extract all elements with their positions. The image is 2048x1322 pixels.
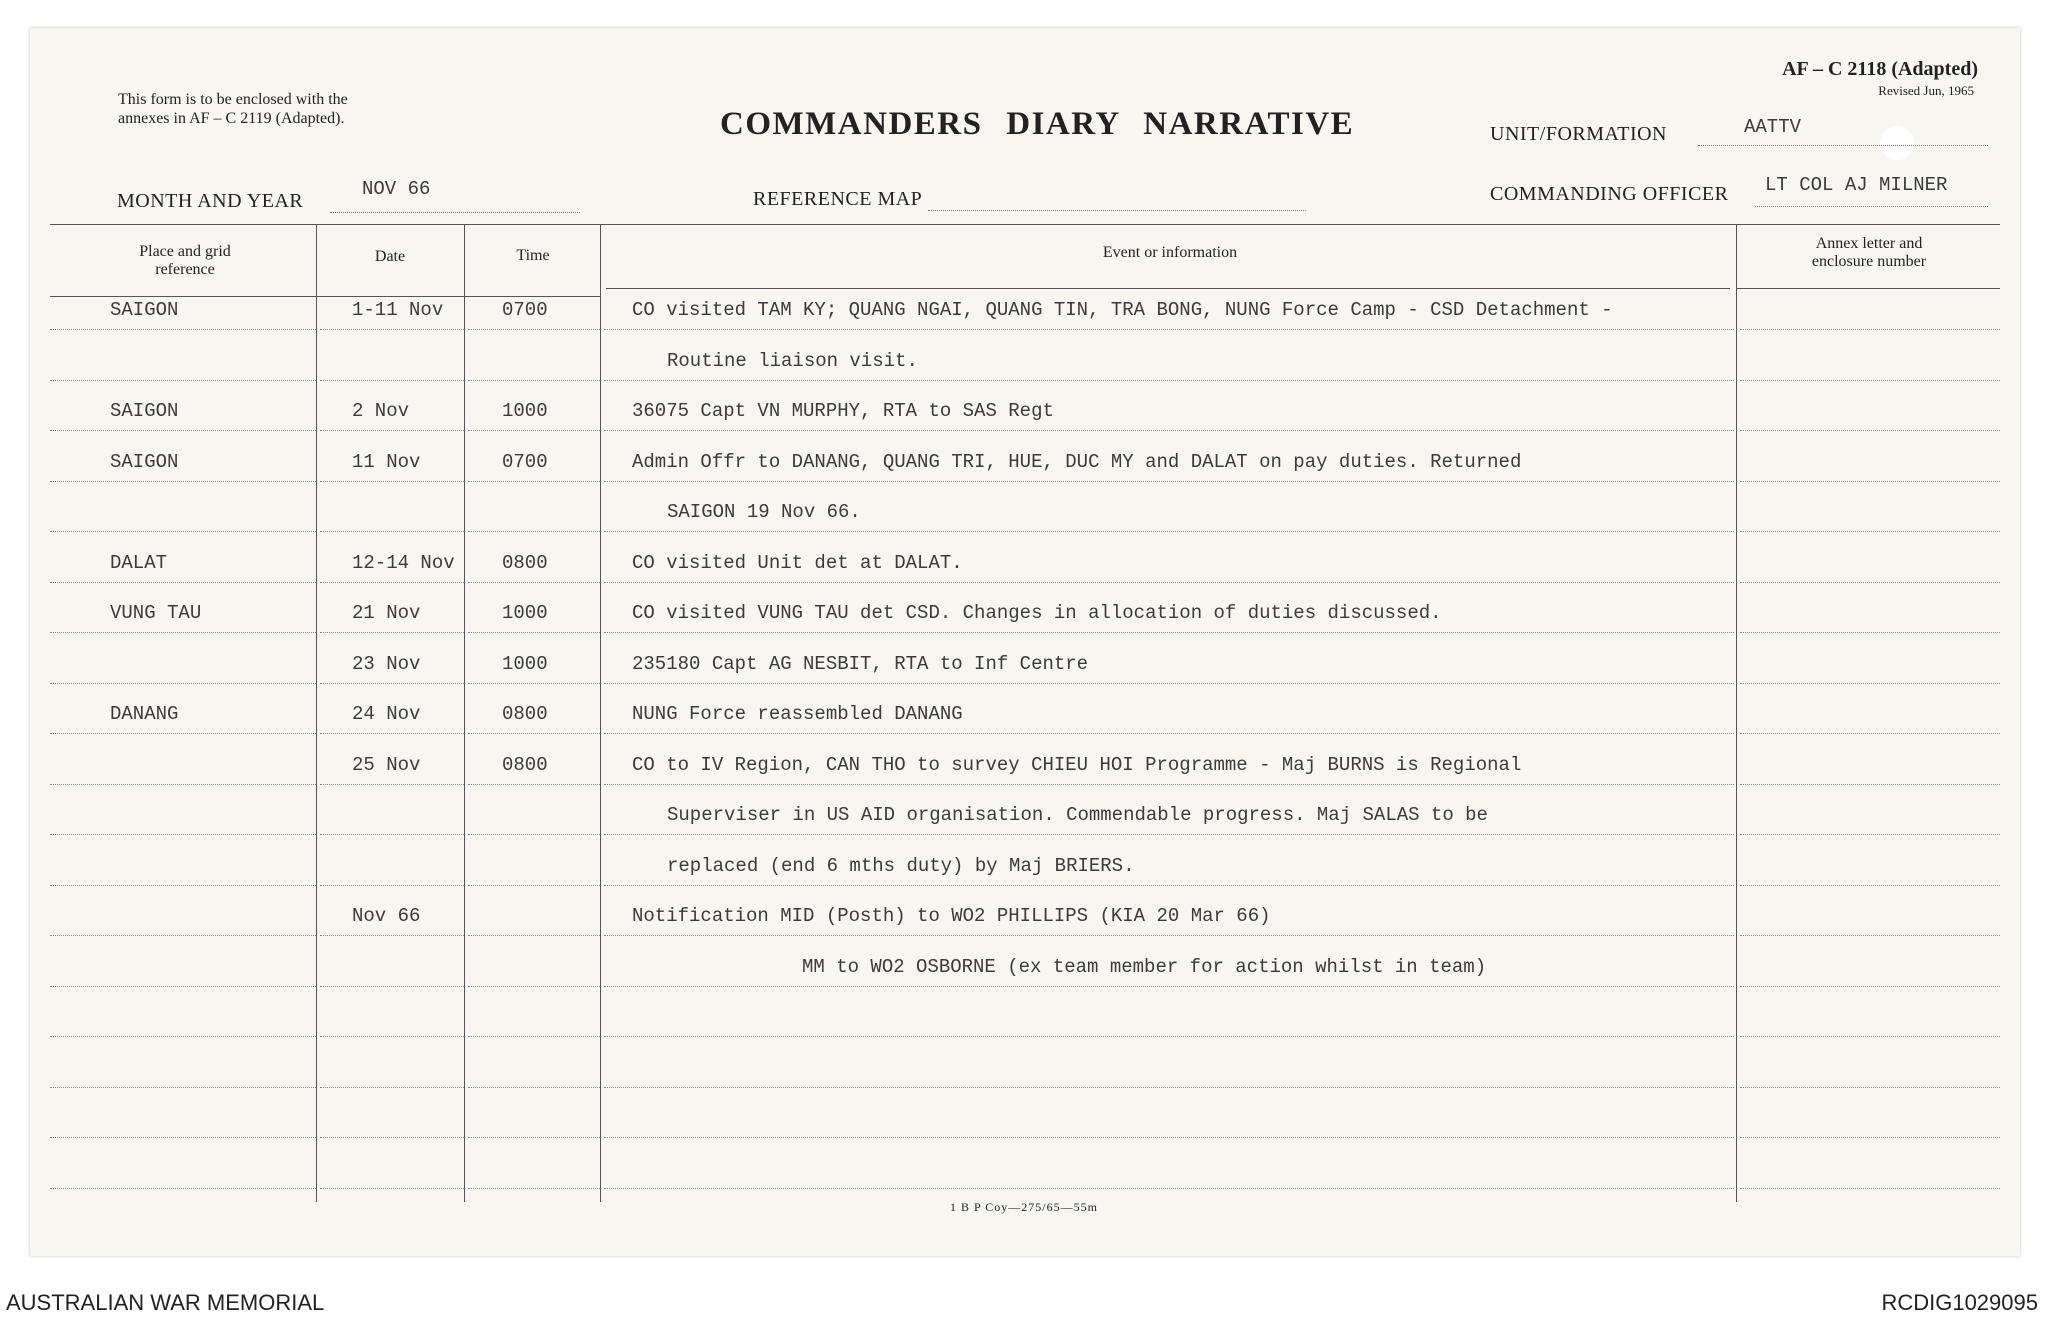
row-ruling [50, 784, 316, 785]
row-event: Notification MID (Posth) to WO2 PHILLIPS (KIA 20 Mar 66) [632, 905, 1271, 927]
row-ruling [320, 683, 464, 684]
row-ruling [50, 481, 316, 482]
row-date: Nov 66 [352, 905, 421, 927]
row-date: 12-14 Nov [352, 552, 455, 574]
row-ruling [320, 1087, 464, 1088]
row-ruling [468, 986, 600, 987]
row-ruling [320, 1137, 464, 1138]
reference-map-label: REFERENCE MAP [753, 188, 923, 210]
row-ruling [50, 733, 316, 734]
row-ruling [468, 531, 600, 532]
row-ruling [604, 935, 1734, 936]
row-ruling [1740, 582, 2000, 583]
column-divider-time [464, 224, 465, 1202]
row-ruling [320, 1188, 464, 1189]
row-ruling [468, 935, 600, 936]
row-ruling [50, 1087, 316, 1088]
punch-hole [1880, 126, 1914, 160]
row-event: CO visited TAM KY; QUANG NGAI, QUANG TIN, TRA BONG, NUNG Force Camp - CSD Detachment - [632, 299, 1613, 321]
row-place: SAIGON [110, 299, 179, 321]
header-date: Date [374, 248, 406, 265]
unit-label: UNIT/FORMATION [1490, 123, 1667, 145]
row-ruling [604, 683, 1734, 684]
row-time: 1000 [502, 653, 548, 675]
row-ruling [468, 481, 600, 482]
header-underline-event [606, 288, 1730, 289]
row-ruling [50, 1036, 316, 1037]
row-place: SAIGON [110, 400, 179, 422]
row-date: 23 Nov [352, 653, 421, 675]
row-ruling [604, 885, 1734, 886]
row-ruling [320, 329, 464, 330]
row-ruling [468, 380, 600, 381]
row-ruling [468, 733, 600, 734]
header-annex [1742, 235, 1996, 271]
header-annex-line1: Annex letter and [1815, 235, 1923, 252]
row-event: CO visited Unit det at DALAT. [632, 552, 963, 574]
row-ruling [468, 1036, 600, 1037]
row-ruling [468, 834, 600, 835]
row-ruling [1740, 885, 2000, 886]
row-ruling [320, 481, 464, 482]
header-time: Time [516, 247, 550, 264]
row-ruling [320, 834, 464, 835]
row-date: 11 Nov [352, 451, 421, 473]
row-ruling [320, 380, 464, 381]
form-title: COMMANDERS DIARY NARRATIVE [720, 106, 1355, 142]
header-place-line1: Place and grid [139, 243, 231, 260]
row-ruling [50, 380, 316, 381]
diary-sheet [30, 28, 2020, 1256]
row-ruling [468, 582, 600, 583]
row-ruling [50, 531, 316, 532]
row-ruling [1740, 986, 2000, 987]
header-underline-time [464, 296, 600, 297]
row-time: 0800 [502, 754, 548, 776]
row-ruling [468, 1087, 600, 1088]
row-ruling [320, 784, 464, 785]
row-ruling [604, 380, 1734, 381]
row-ruling [50, 683, 316, 684]
row-ruling [604, 582, 1734, 583]
row-ruling [320, 430, 464, 431]
row-ruling [320, 986, 464, 987]
row-ruling [468, 632, 600, 633]
row-ruling [320, 582, 464, 583]
row-ruling [50, 986, 316, 987]
archive-credit: AUSTRALIAN WAR MEMORIAL [6, 1290, 325, 1315]
row-ruling [468, 1137, 600, 1138]
row-ruling [604, 1036, 1734, 1037]
row-ruling [1740, 531, 2000, 532]
row-event: SAIGON 19 Nov 66. [667, 501, 861, 523]
row-ruling [320, 531, 464, 532]
form-number: AF – C 2118 (Adapted) [1782, 58, 1978, 80]
row-ruling [50, 582, 316, 583]
commanding-officer-value: LT COL AJ MILNER [1765, 174, 1948, 196]
month-year-label: MONTH AND YEAR [117, 190, 304, 212]
row-time: 0700 [502, 451, 548, 473]
row-event: Routine liaison visit. [667, 350, 918, 372]
row-ruling [1740, 430, 2000, 431]
row-ruling [604, 632, 1734, 633]
commanding-officer-label: COMMANDING OFFICER [1490, 183, 1729, 205]
row-time: 0800 [502, 552, 548, 574]
row-ruling [1740, 834, 2000, 835]
row-place: DANANG [110, 703, 179, 725]
row-ruling [1740, 1188, 2000, 1189]
row-ruling [320, 632, 464, 633]
row-ruling [50, 885, 316, 886]
row-time: 1000 [502, 400, 548, 422]
row-ruling [1740, 935, 2000, 936]
row-time: 1000 [502, 602, 548, 624]
column-divider-event [600, 224, 601, 1202]
row-event: NUNG Force reassembled DANANG [632, 703, 963, 725]
row-ruling [50, 329, 316, 330]
row-date: 25 Nov [352, 754, 421, 776]
row-ruling [50, 430, 316, 431]
row-ruling [604, 481, 1734, 482]
row-time: 0800 [502, 703, 548, 725]
row-place: SAIGON [110, 451, 179, 473]
reference-map-dotline [928, 210, 1306, 211]
header-event: Event or information [1102, 244, 1238, 261]
row-ruling [1740, 632, 2000, 633]
header-underline-place [50, 296, 316, 297]
row-date: 21 Nov [352, 602, 421, 624]
row-date: 24 Nov [352, 703, 421, 725]
row-event: 36075 Capt VN MURPHY, RTA to SAS Regt [632, 400, 1054, 422]
row-ruling [50, 632, 316, 633]
header-underline-annex [1736, 288, 2000, 289]
row-ruling [1740, 1036, 2000, 1037]
row-ruling [320, 885, 464, 886]
row-ruling [604, 1087, 1734, 1088]
row-ruling [604, 1188, 1734, 1189]
header-place [60, 243, 310, 279]
row-ruling [604, 784, 1734, 785]
row-place: VUNG TAU [110, 602, 202, 624]
table-top-border [50, 224, 2000, 225]
printer-mark: 1 B P Coy—275/65—55m [950, 1200, 1098, 1214]
row-event: MM to WO2 OSBORNE (ex team member for action whilst in team) [802, 956, 1487, 978]
row-ruling [604, 329, 1734, 330]
row-ruling [468, 1188, 600, 1189]
column-divider-date [316, 224, 317, 1202]
commanding-officer-dotline [1755, 206, 1988, 207]
row-ruling [50, 935, 316, 936]
row-ruling [604, 430, 1734, 431]
row-event: CO visited VUNG TAU det CSD. Changes in allocation of duties discussed. [632, 602, 1442, 624]
row-ruling [50, 834, 316, 835]
row-ruling [604, 834, 1734, 835]
header-underline-date [316, 296, 464, 297]
month-year-dotline [330, 212, 580, 213]
enclosure-note [118, 90, 478, 128]
unit-value: AATTV [1744, 116, 1802, 138]
enclosure-note-line1: This form is to be enclosed with the [118, 91, 348, 108]
row-ruling [1740, 784, 2000, 785]
row-time: 0700 [502, 299, 548, 321]
row-event: 235180 Capt AG NESBIT, RTA to Inf Centre [632, 653, 1089, 675]
column-divider-annex [1736, 224, 1737, 1202]
row-ruling [468, 784, 600, 785]
row-ruling [50, 1188, 316, 1189]
row-ruling [1740, 481, 2000, 482]
row-ruling [604, 986, 1734, 987]
row-ruling [1740, 1087, 2000, 1088]
row-ruling [604, 531, 1734, 532]
row-event: replaced (end 6 mths duty) by Maj BRIERS. [667, 855, 1135, 877]
row-date: 2 Nov [352, 400, 410, 422]
row-ruling [468, 329, 600, 330]
row-event: Admin Offr to DANANG, QUANG TRI, HUE, DUC MY and DALAT on pay duties. Returned [632, 451, 1522, 473]
row-ruling [1740, 380, 2000, 381]
row-ruling [50, 1137, 316, 1138]
header-annex-line2: enclosure number [1811, 253, 1927, 270]
row-ruling [468, 683, 600, 684]
row-ruling [468, 430, 600, 431]
row-ruling [1740, 1137, 2000, 1138]
month-year-value: NOV 66 [362, 178, 431, 200]
row-ruling [320, 935, 464, 936]
row-ruling [604, 733, 1734, 734]
unit-dotline [1698, 145, 1988, 146]
row-ruling [1740, 683, 2000, 684]
row-event: Superviser in US AID organisation. Commendable progress. Maj SALAS to be [667, 804, 1488, 826]
enclosure-note-line2: annexes in AF – C 2119 (Adapted). [118, 110, 345, 127]
revised-date: Revised Jun, 1965 [1878, 83, 1974, 98]
row-ruling [468, 885, 600, 886]
row-event: CO to IV Region, CAN THO to survey CHIEU HOI Programme - Maj BURNS is Regional [632, 754, 1522, 776]
row-ruling [1740, 329, 2000, 330]
row-date: 1-11 Nov [352, 299, 444, 321]
header-place-line2: reference [155, 261, 215, 278]
row-ruling [320, 733, 464, 734]
row-place: DALAT [110, 552, 168, 574]
archive-reference: RCDIG1029095 [1881, 1290, 2038, 1315]
row-ruling [604, 1137, 1734, 1138]
row-ruling [320, 1036, 464, 1037]
row-ruling [1740, 733, 2000, 734]
